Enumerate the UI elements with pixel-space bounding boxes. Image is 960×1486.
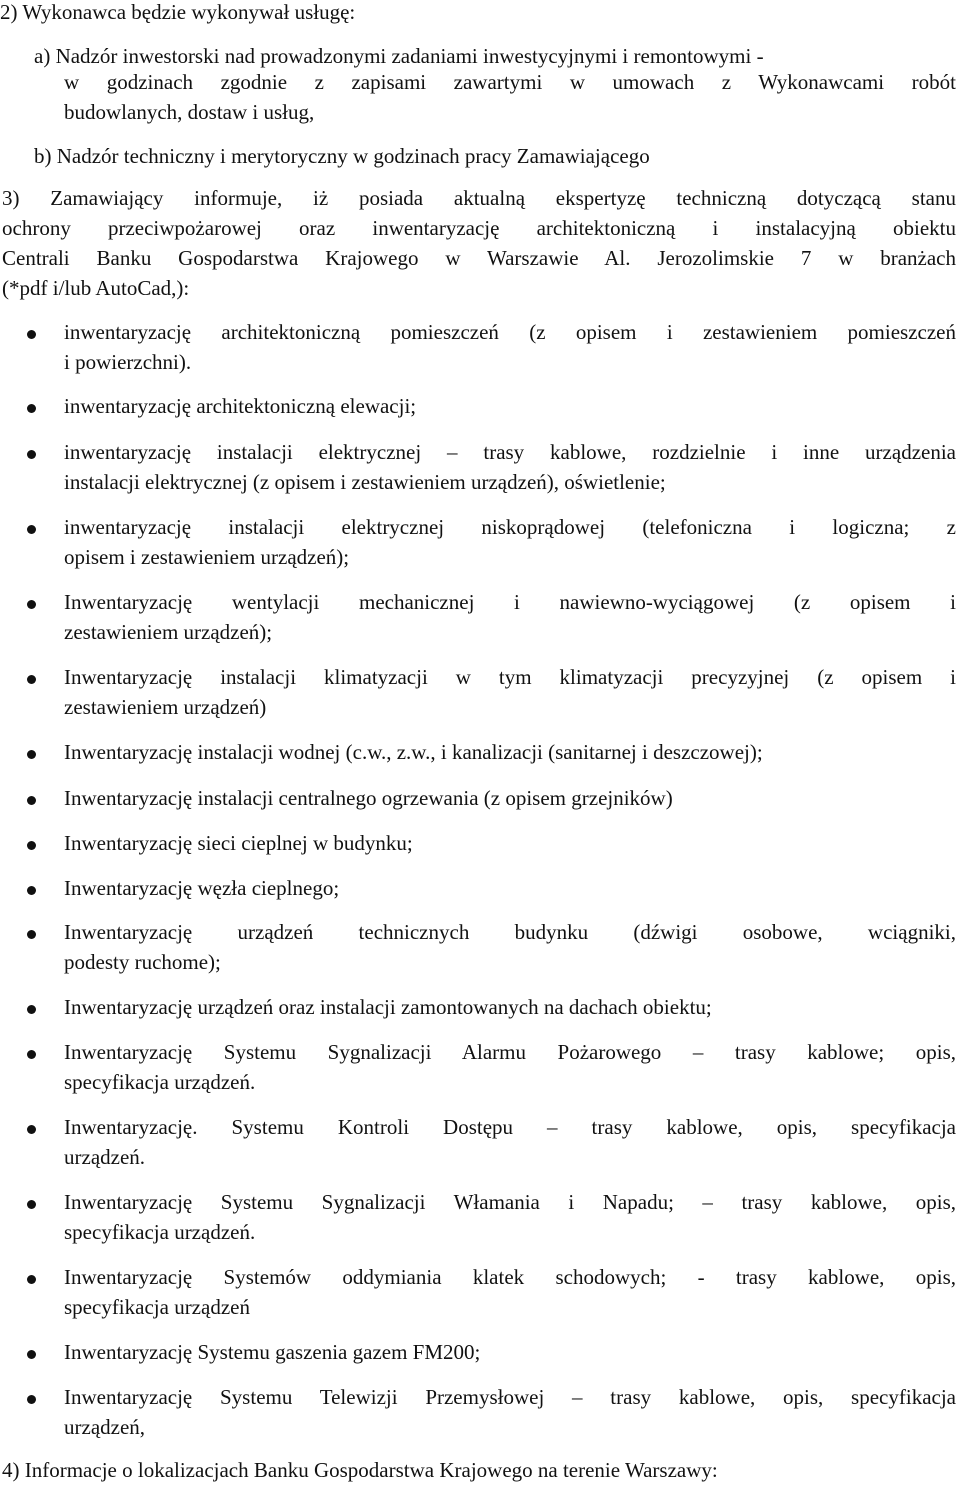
list-item-5-line-1: Inwentaryzację wentylacji mechanicznej i nawiewno-wyciągowej (z opisem i [64, 590, 956, 614]
bullet-icon [27, 525, 36, 534]
list-item-11-line-2: podesty ruchome); [64, 950, 221, 974]
bullet-icon [27, 750, 36, 759]
item-a-line-1: a) Nadzór inwestorski nad prowadzonymi zadaniami inwestycyjnymi i remontowymi - [34, 44, 764, 68]
list-item-18-line-2: urządzeń, [64, 1415, 146, 1439]
section-3-line-2: ochrony przeciwpożarowej oraz inwentaryzację architektoniczną i instalacyjną obiektu [2, 216, 956, 240]
bullet-icon [27, 1005, 36, 1014]
list-item-16-line-2: specyfikacja urządzeń [64, 1295, 250, 1319]
bullet-icon [27, 1050, 36, 1059]
list-item-11-line-1: Inwentaryzację urządzeń technicznych budynku (dźwigi osobowe, wciągniki, [64, 920, 956, 944]
bullet-icon [27, 1395, 36, 1404]
list-item-13-line-2: specyfikacja urządzeń. [64, 1070, 256, 1094]
list-item-8: Inwentaryzację instalacji centralnego ogrzewania (z opisem grzejników) [64, 786, 673, 810]
section-4-heading: 4) Informacje o lokalizacjach Banku Gospodarstwa Krajowego na terenie Warszawy: [2, 1458, 718, 1482]
list-item-4-line-2: opisem i zestawieniem urządzeń); [64, 545, 350, 569]
bullet-icon [27, 1275, 36, 1284]
list-item-6-line-2: zestawieniem urządzeń) [64, 695, 267, 719]
bullet-icon [27, 450, 36, 459]
item-b: b) Nadzór techniczny i merytoryczny w godzinach pracy Zamawiającego [34, 144, 650, 168]
list-item-2: inwentaryzację architektoniczną elewacji; [64, 394, 417, 418]
bullet-icon [27, 930, 36, 939]
section-3-line-3: Centrali Banku Gospodarstwa Krajowego w Warszawie Al. Jerozolimskie 7 w branżach [2, 246, 956, 270]
list-item-14-line-1: Inwentaryzację. Systemu Kontroli Dostępu – trasy kablowe, opis, specyfikacja [64, 1115, 956, 1139]
list-item-4-line-1: inwentaryzację instalacji elektrycznej niskoprądowej (telefoniczna i logiczna; z [64, 515, 956, 539]
bullet-icon [27, 796, 36, 805]
list-item-7: Inwentaryzację instalacji wodnej (c.w., z.w., i kanalizacji (sanitarnej i deszczowej); [64, 740, 763, 764]
list-item-3-line-1: inwentaryzację instalacji elektrycznej – trasy kablowe, rozdzielnie i inne urządzenia [64, 440, 956, 464]
list-item-5-line-2: zestawieniem urządzeń); [64, 620, 273, 644]
bullet-icon [27, 600, 36, 609]
list-item-1-line-2: i powierzchni). [64, 350, 192, 374]
bullet-icon [27, 675, 36, 684]
bullet-icon [27, 1350, 36, 1359]
list-item-15-line-2: specyfikacja urządzeń. [64, 1220, 256, 1244]
list-item-15-line-1: Inwentaryzację Systemu Sygnalizacji Włamania i Napadu; – trasy kablowe, opis, [64, 1190, 956, 1214]
list-item-3-line-2: instalacji elektrycznej (z opisem i zestawieniem urządzeń), oświetlenie; [64, 470, 666, 494]
bullet-icon [27, 841, 36, 850]
bullet-icon [27, 404, 36, 413]
list-item-14-line-2: urządzeń. [64, 1145, 146, 1169]
bullet-icon [27, 1125, 36, 1134]
list-item-12: Inwentaryzację urządzeń oraz instalacji zamontowanych na dachach obiektu; [64, 995, 712, 1019]
list-item-6-line-1: Inwentaryzację instalacji klimatyzacji w tym klimatyzacji precyzyjnej (z opisem i [64, 665, 956, 689]
section-3-line-4: (*pdf i/lub AutoCad,): [2, 276, 190, 300]
item-a-line-3: budowlanych, dostaw i usług, [64, 100, 315, 124]
list-item-9: Inwentaryzację sieci cieplnej w budynku; [64, 831, 413, 855]
list-item-13-line-1: Inwentaryzację Systemu Sygnalizacji Alarmu Pożarowego – trasy kablowe; opis, [64, 1040, 956, 1064]
list-item-1-line-1: inwentaryzację architektoniczną pomieszczeń (z opisem i zestawieniem pomieszczeń [64, 320, 956, 344]
bullet-icon [27, 330, 36, 339]
section-3-line-1: 3) Zamawiający informuje, iż posiada aktualną ekspertyzę techniczną dotyczącą stanu [2, 186, 956, 210]
section-2-heading: 2) Wykonawca będzie wykonywał usługę: [0, 0, 356, 24]
list-item-17: Inwentaryzację Systemu gaszenia gazem FM200; [64, 1340, 481, 1364]
list-item-18-line-1: Inwentaryzację Systemu Telewizji Przemysłowej – trasy kablowe, opis, specyfikacja [64, 1385, 956, 1409]
list-item-16-line-1: Inwentaryzację Systemów oddymiania klatek schodowych; - trasy kablowe, opis, [64, 1265, 956, 1289]
list-item-10: Inwentaryzację węzła cieplnego; [64, 876, 340, 900]
item-a-line-2: w godzinach zgodnie z zapisami zawartymi w umowach z Wykonawcami robót [64, 70, 956, 94]
bullet-icon [27, 886, 36, 895]
bullet-icon [27, 1200, 36, 1209]
